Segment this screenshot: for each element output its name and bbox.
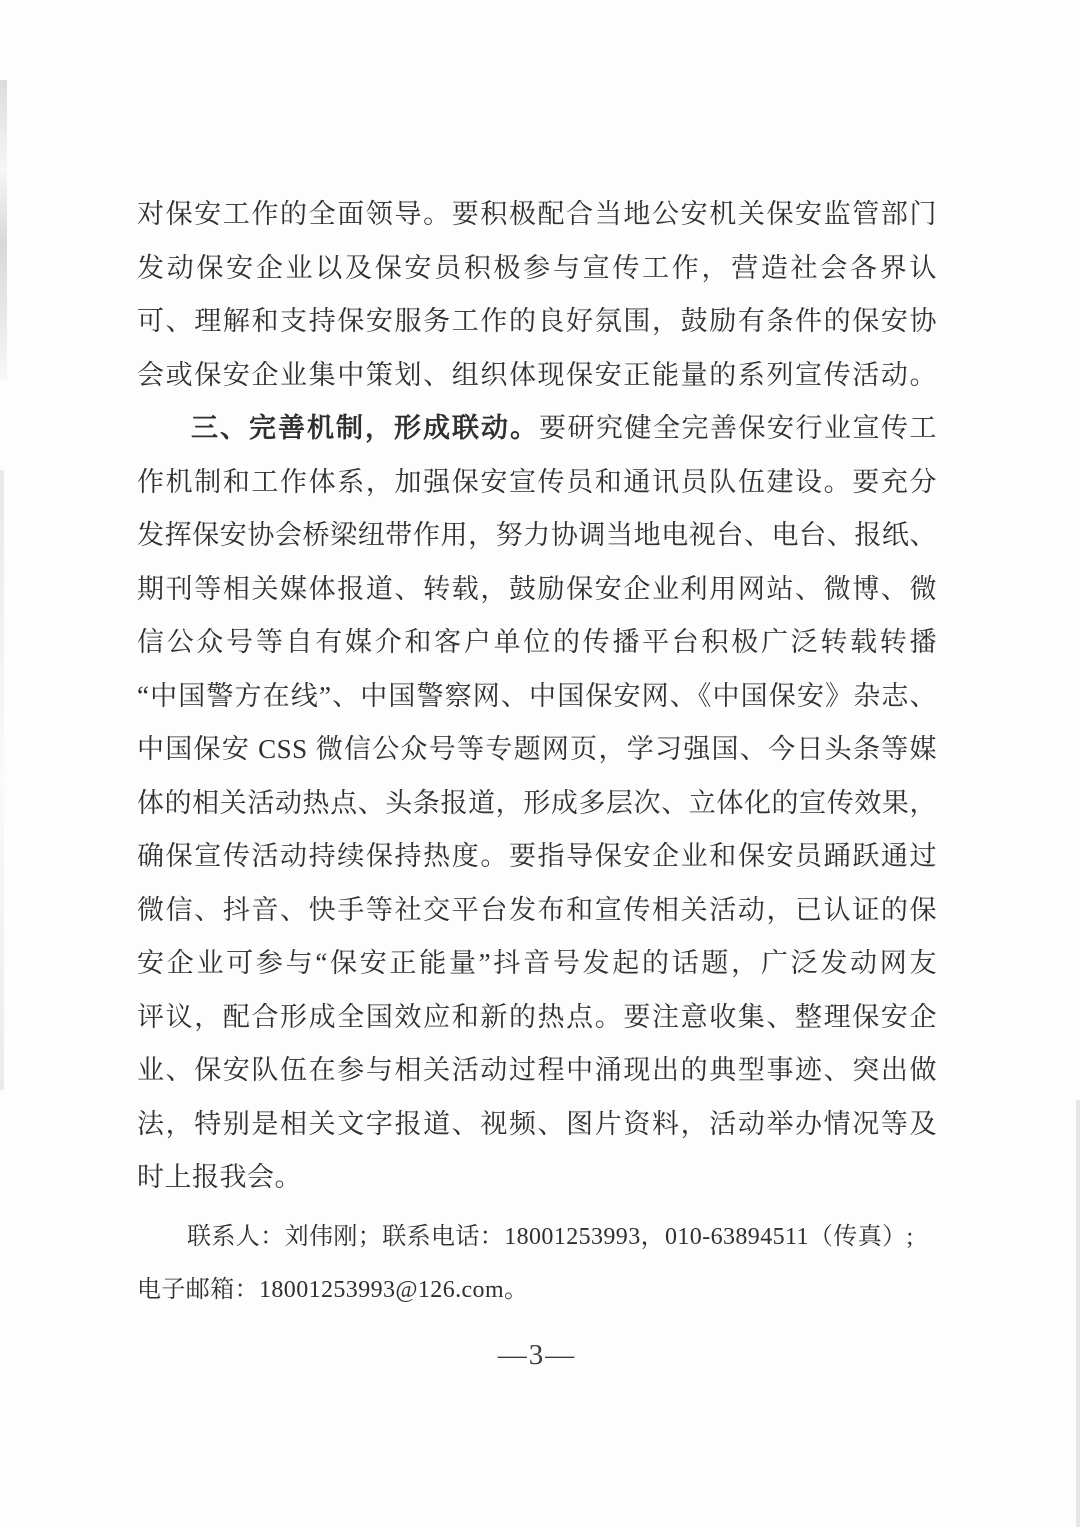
contact-line: 联系人：刘伟刚；联系电话：18001253993，010-63894511（传真）; — [187, 1223, 914, 1250]
page-number: —3— — [497, 1339, 577, 1371]
body-line: 对保安工作的全面领导。要积极配合当地公安机关保安监管部门 — [137, 199, 937, 229]
scan-artifact — [1076, 1100, 1080, 1527]
scan-artifact — [0, 470, 4, 1090]
body-line: 安企业可参与“保安正能量”抖音号发起的话题，广泛发动网友 — [137, 948, 937, 978]
body-line: 发挥保安协会桥梁纽带作用，努力协调当地电视台、电台、报纸、 — [137, 520, 937, 550]
scan-artifact — [0, 80, 7, 380]
body-line: 可、理解和支持保安服务工作的良好氛围，鼓励有条件的保安协 — [137, 306, 937, 336]
document-body — [137, 188, 937, 1318]
body-line: 微信、抖音、快手等社交平台发布和宣传相关活动，已认证的保 — [137, 894, 937, 925]
body-line: 作机制和工作体系，加强保安宣传员和通讯员队伍建设。要充分 — [137, 466, 937, 497]
contact-line: 电子邮箱：18001253993@126.com。 — [137, 1277, 529, 1303]
body-line: 期刊等相关媒体报道、转载，鼓励保安企业利用网站、微博、微 — [137, 573, 937, 604]
body-line: 法，特别是相关文字报道、视频、图片资料，活动举办情况等及 — [137, 1108, 937, 1139]
section-heading-continuation: 要研究健全完善保安行业宣传工 — [539, 413, 937, 443]
section-heading: 三、完善机制，形成联动。 — [191, 413, 539, 443]
body-line: 业、保安队伍在参与相关活动过程中涌现出的典型事迹、突出做 — [137, 1055, 937, 1085]
body-line: 体的相关活动热点、头条报道，形成多层次、立体化的宣传效果， — [137, 787, 937, 818]
contact-info — [137, 1211, 937, 1318]
body-line: “中国警方在线”、中国警察网、中国保安网、《中国保安》杂志、 — [137, 680, 937, 711]
body-line: 时上报我会。 — [137, 1162, 302, 1192]
body-line: 评议，配合形成全国效应和新的热点。要注意收集、整理保安企 — [137, 1001, 937, 1032]
body-line: 中国保安 CSS 微信公众号等专题网页，学习强国、今日头条等媒 — [137, 734, 937, 764]
body-line: 信公众号等自有媒介和客户单位的传播平台积极广泛转载转播 — [137, 627, 937, 657]
body-line: 确保宣传活动持续保持热度。要指导保安企业和保安员踊跃通过 — [137, 841, 937, 871]
body-line: 会或保安企业集中策划、组织体现保安正能量的系列宣传活动。 — [137, 359, 937, 390]
body-line: 发动保安企业以及保安员积极参与宣传工作，营造社会各界认 — [137, 252, 937, 283]
section-heading-line — [137, 402, 937, 456]
